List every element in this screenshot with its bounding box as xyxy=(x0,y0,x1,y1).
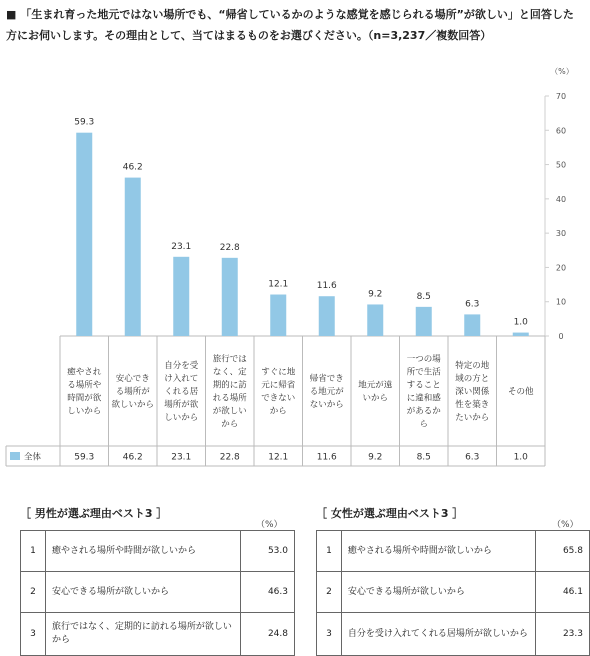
category-label-line: 場所が欲 xyxy=(164,400,199,410)
category-label-line: る場所や xyxy=(67,380,102,391)
category-label xyxy=(310,373,345,410)
data-label: 59.3 xyxy=(74,117,95,128)
category-label-line: 地元が遠 xyxy=(358,380,393,391)
category-label-line: たいから xyxy=(455,413,490,423)
bar xyxy=(319,296,335,336)
bar xyxy=(222,258,238,336)
y-tick-label: 10 xyxy=(555,297,567,307)
reason-cell: 安心できる場所が欲しいから xyxy=(341,572,535,613)
category-label-line: れる場所 xyxy=(212,393,247,404)
category-label xyxy=(164,360,199,423)
category-label-line: 帰省でき xyxy=(309,374,344,384)
male-best-table xyxy=(20,530,295,656)
category-label xyxy=(67,367,102,417)
category-label-line: 旅行では xyxy=(212,354,247,365)
rank-cell: 3 xyxy=(317,613,342,656)
category-label-line: 所で生活 xyxy=(406,367,441,378)
data-label: 11.6 xyxy=(316,281,337,292)
category-label xyxy=(111,373,154,410)
category-label-line: る地元が xyxy=(309,387,344,397)
category-label xyxy=(455,360,490,423)
category-label-line: その他 xyxy=(507,387,534,397)
table-row xyxy=(21,572,295,613)
table-value: 11.6 xyxy=(316,452,337,463)
category-label-line: があるか xyxy=(406,406,441,417)
category-label-line: から xyxy=(269,406,287,417)
category-label-line: すぐに地 xyxy=(261,367,296,378)
table-row xyxy=(317,531,590,572)
y-tick-label: 50 xyxy=(555,160,567,170)
value-cell: 24.8 xyxy=(241,613,295,656)
rank-cell: 2 xyxy=(21,572,46,613)
category-label-line: から xyxy=(221,419,239,430)
data-label: 12.1 xyxy=(268,279,289,290)
table-row xyxy=(21,531,295,572)
category-label-line: 自分を受 xyxy=(164,361,199,371)
y-tick-label: 70 xyxy=(555,92,567,101)
rank-cell: 1 xyxy=(21,531,46,572)
category-label-line: 欲しいから xyxy=(111,400,155,410)
bar xyxy=(173,257,189,336)
category-label-line: 時間が欲 xyxy=(67,393,102,404)
data-label: 6.3 xyxy=(465,299,480,310)
bar xyxy=(416,307,432,336)
data-label: 9.2 xyxy=(368,289,383,300)
y-tick-label: 60 xyxy=(555,126,567,136)
question-body: 「生まれ育った地元ではない場所でも、“帰省しているかのような感覚を感じられる場所”が欲しい」と回答した方にお伺いします。その理由として、当てはまるものをお選びください。（n=3,237／複数回答） xyxy=(6,8,574,42)
table-value: 23.1 xyxy=(171,452,192,463)
y-tick-label: 0 xyxy=(558,332,564,341)
data-label: 46.2 xyxy=(122,162,143,173)
category-label-line: できない xyxy=(261,393,296,404)
category-label xyxy=(213,354,248,430)
reason-cell: 癒やされる場所や時間が欲しいから xyxy=(46,531,241,572)
bar-chart xyxy=(0,60,590,480)
y-axis-unit-label: （%） xyxy=(550,67,574,76)
category-label-line: る場所が xyxy=(115,387,150,397)
table-value: 1.0 xyxy=(513,452,528,463)
category-label-line: くれる居 xyxy=(164,387,199,397)
bar xyxy=(367,304,383,336)
category-label-line: いから xyxy=(362,393,389,404)
category-label-line: なく、定 xyxy=(212,367,247,378)
value-cell: 53.0 xyxy=(241,531,295,572)
male-best-title: ［ 男性が選ぶ理由ベスト3 ］ xyxy=(20,507,168,520)
female-unit-label: （%） xyxy=(552,520,579,530)
bar xyxy=(76,133,92,336)
value-cell: 65.8 xyxy=(536,531,590,572)
bar xyxy=(125,178,141,336)
table-row xyxy=(317,572,590,613)
rank-cell: 1 xyxy=(317,531,342,572)
bar xyxy=(270,295,286,336)
reason-cell: 自分を受け入れてくれる居場所が欲しいから xyxy=(341,613,535,656)
category-label-line: 性を築き xyxy=(455,400,490,410)
rank-cell: 3 xyxy=(21,613,46,656)
data-label: 1.0 xyxy=(513,317,528,328)
category-label-line: 深い関係 xyxy=(455,387,490,397)
category-label-line: ないから xyxy=(309,400,344,410)
female-best-title: ［ 女性が選ぶ理由ベスト3 ］ xyxy=(316,507,464,520)
category-label-line: 域の方と xyxy=(455,374,490,384)
category-label xyxy=(508,386,534,397)
legend-swatch xyxy=(10,452,20,460)
female-best-table xyxy=(316,530,590,656)
square-bullet-icon: ■ xyxy=(6,8,17,21)
data-label: 23.1 xyxy=(171,241,192,252)
reason-cell: 旅行ではなく、定期的に訪れる場所が欲しいから xyxy=(46,613,241,656)
value-cell: 46.1 xyxy=(536,572,590,613)
value-cell: 46.3 xyxy=(241,572,295,613)
category-label-line: 癒やされ xyxy=(67,367,102,378)
question-text xyxy=(6,4,584,46)
male-unit-label: （%） xyxy=(256,520,283,530)
category-label-line: 元に帰省 xyxy=(261,380,296,391)
table-value: 46.2 xyxy=(122,452,143,463)
table-row xyxy=(21,613,295,656)
data-label: 22.8 xyxy=(219,242,240,253)
y-tick-label: 40 xyxy=(555,194,567,204)
category-label-line: 期的に訪 xyxy=(212,380,247,391)
bar xyxy=(513,333,529,336)
data-label: 8.5 xyxy=(416,291,431,302)
y-tick-label: 30 xyxy=(555,229,567,239)
category-label-line: け入れて xyxy=(164,374,199,384)
category-label-line: ら xyxy=(419,419,429,430)
y-tick-label: 20 xyxy=(555,263,567,273)
category-label-line: しいから xyxy=(67,406,102,417)
legend-label: 全体 xyxy=(24,452,42,463)
category-label xyxy=(358,380,393,404)
category-label-line: 特定の地 xyxy=(455,361,490,371)
category-label-line: に違和感 xyxy=(406,393,441,404)
table-row xyxy=(317,613,590,656)
reason-cell: 癒やされる場所や時間が欲しいから xyxy=(341,531,535,572)
table-value: 22.8 xyxy=(219,452,240,463)
reason-cell: 安心できる場所が欲しいから xyxy=(46,572,241,613)
category-label-line: すること xyxy=(406,380,441,391)
table-value: 6.3 xyxy=(465,452,480,463)
category-label-line: が欲しい xyxy=(212,406,247,417)
table-value: 9.2 xyxy=(368,452,383,463)
category-label-line: 一つの場 xyxy=(406,354,441,365)
category-label xyxy=(407,354,442,430)
value-cell: 23.3 xyxy=(536,613,590,656)
table-value: 8.5 xyxy=(416,452,431,463)
rank-cell: 2 xyxy=(317,572,342,613)
table-value: 12.1 xyxy=(268,452,289,463)
category-label xyxy=(261,367,296,417)
category-label-line: 安心でき xyxy=(115,374,150,384)
bar xyxy=(464,314,480,336)
table-value: 59.3 xyxy=(74,452,95,463)
category-label-line: しいから xyxy=(164,413,199,423)
